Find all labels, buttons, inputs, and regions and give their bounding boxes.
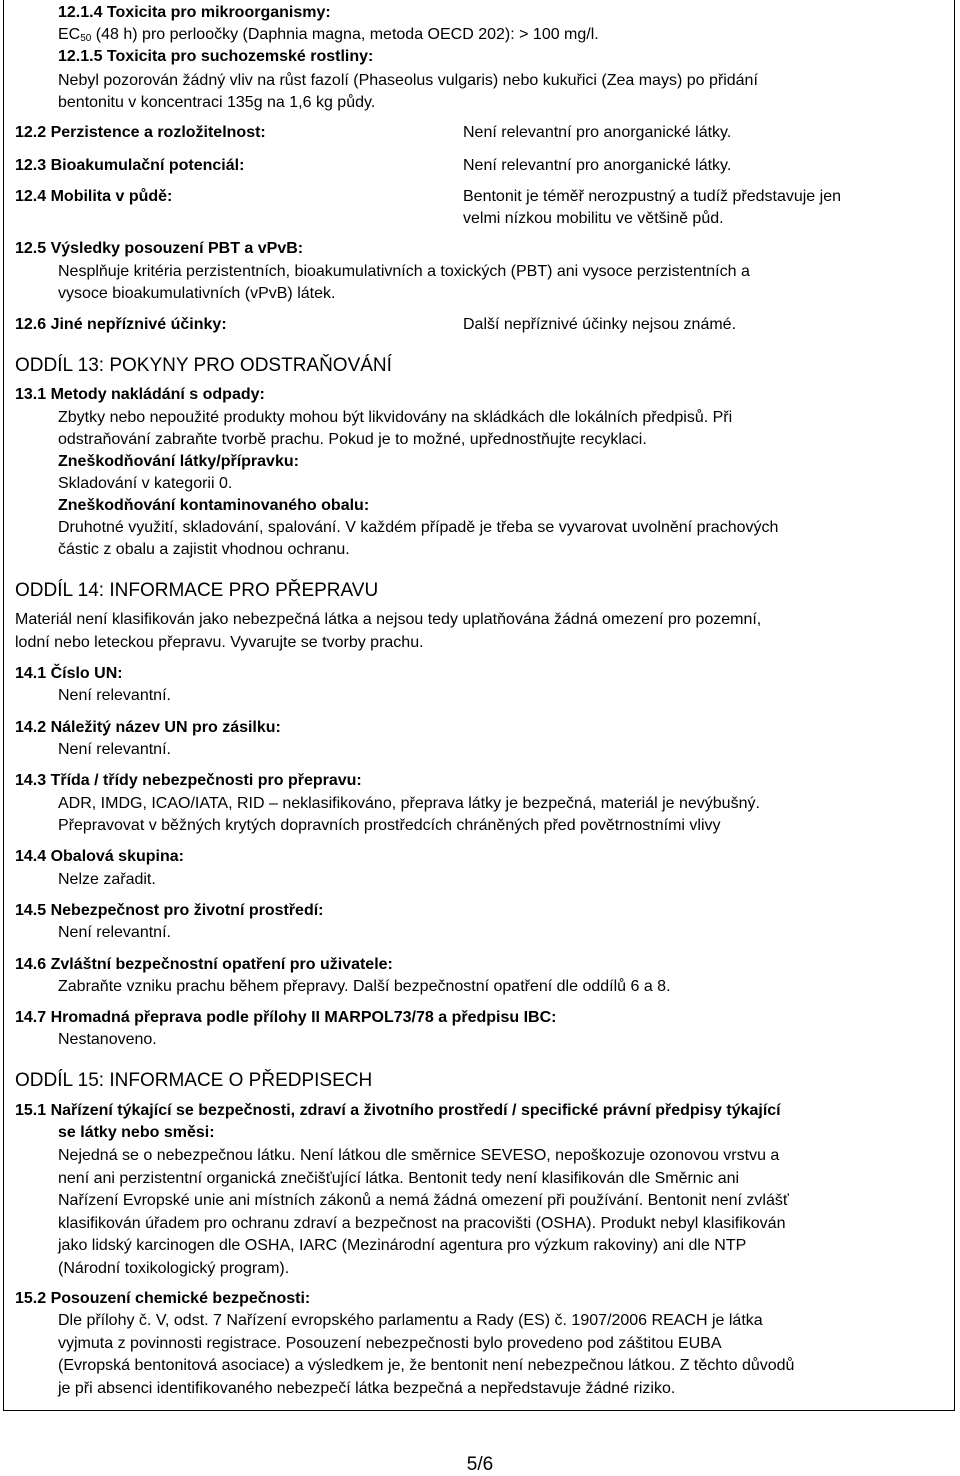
- bioaccumulation-value: Není relevantní pro anorganické látky.: [463, 157, 732, 174]
- regulation-line: Nařízení Evropské unie ani místních zákonů a nemá žádná omezení při používání. Bentonit není zvlášť: [58, 1192, 789, 1209]
- precaution-value: Zabraňte vzniku prachu během přepravy. Další bezpečnostní opatření dle oddílů 6 a 8.: [58, 978, 671, 995]
- packaging-disposal-line: částic z obalu a zajistit vhodnou ochranu.: [58, 541, 350, 558]
- un-number-value: Není relevantní.: [58, 687, 171, 704]
- regulation-line: Nejedná se o nebezpečnou látku. Není látkou dle směrnice SEVESO, nepoškozuje ozonovou vrstvu a: [58, 1147, 780, 1164]
- chemical-safety-line: je při absenci identifikovaného nebezpečí látka bezpečná a nepředstavuje žádné riziko.: [58, 1380, 676, 1397]
- transport-intro: lodní nebo leteckou přepravu. Vyvarujte se tvorby prachu.: [15, 634, 424, 651]
- pbt-line: vysoce bioakumulativních (vPvB) látek.: [58, 285, 336, 302]
- waste-methods-line: odstraňování zabraňte tvorbě prachu. Pokud je to možné, upřednostňujte recyklaci.: [58, 431, 647, 448]
- chemical-safety-line: Dle přílohy č. V, odst. 7 Nařízení evropského parlamentu a Rady (ES) č. 1907/2006 REACH je látka: [58, 1312, 763, 1329]
- packaging-disposal-title: Zneškodňování kontaminovaného obalu:: [58, 497, 370, 514]
- packing-group-value: Nelze zařadit.: [58, 871, 156, 888]
- waste-methods-line: Zbytky nebo nepoužité produkty mohou být likvidovány na skládkách dle lokálních předpisů. Při: [58, 409, 733, 426]
- persistence-value: Není relevantní pro anorganické látky.: [463, 124, 732, 141]
- chemical-safety-line: vyjmuta z povinnosti registrace. Posouzení nebezpečnosti bylo provedeno pod záštitou EUBA: [58, 1335, 722, 1352]
- bioaccumulation-label: 12.3 Bioakumulační potenciál:: [15, 157, 245, 174]
- regulation-title: se látky nebo směsi:: [58, 1124, 215, 1141]
- regulation-line: jako lidský karcinogen dle OSHA, IARC (Mezinárodní agentura pro výzkum rakoviny) ani dle NTP: [58, 1237, 747, 1254]
- chemical-safety-line: (Evropská bentonitová asociace) a výsledkem je, že bentonit není nebezpečnou látkou. Z těchto důvodů: [58, 1357, 795, 1374]
- mobility-value: Bentonit je téměř nerozpustný a tudíž představuje jen: [463, 188, 841, 205]
- packaging-disposal-line: Druhotné využití, skladování, spalování. V každém případě je třeba se vyvarovat uvolnění prachových: [58, 519, 779, 536]
- pbt-title: 12.5 Výsledky posouzení PBT a vPvB:: [15, 240, 304, 257]
- tox-plants-title: 12.1.5 Toxicita pro suchozemské rostliny:: [58, 48, 374, 65]
- packing-group-title: 14.4 Obalová skupina:: [15, 848, 184, 865]
- regulation-title: 15.1 Nařízení týkající se bezpečnosti, zdraví a životního prostředí / specifické právní předpisy týkající: [15, 1102, 781, 1119]
- hazard-class-line: ADR, IMDG, ICAO/IATA, RID – neklasifikováno, přeprava látky je bezpečná, materiál je nevýbušný.: [58, 795, 760, 812]
- regulation-line: klasifikován úřadem pro ochranu zdraví a bezpečnost na pracovišti (OSHA). Produkt nebyl klasifikován: [58, 1215, 786, 1232]
- marpol-title: 14.7 Hromadná přeprava podle přílohy II MARPOL73/78 a předpisu IBC:: [15, 1009, 557, 1026]
- un-name-value: Není relevantní.: [58, 741, 171, 758]
- hazard-class-title: 14.3 Třída / třídy nebezpečnosti pro přepravu:: [15, 772, 362, 789]
- pbt-line: Nesplňuje kritéria perzistentních, bioakumulativních a toxických (PBT) ani vysoce perzistentních a: [58, 263, 750, 280]
- un-name-title: 14.2 Náležitý název UN pro zásilku:: [15, 719, 281, 736]
- section-15-heading: ODDÍL 15: INFORMACE O PŘEDPISECH: [15, 1070, 373, 1091]
- tox-micro-text: $EC_{50}$ (48 h) pro perloočky (Daphnia magna, metoda OECD 202): > 100 mg/l.: [58, 26, 599, 44]
- section-14-heading: ODDÍL 14: INFORMACE PRO PŘEPRAVU: [15, 580, 379, 601]
- regulation-line: není ani perzistentní organická znečišťující látka. Bentonit tedy není klasifikován dle Směrnic ani: [58, 1170, 740, 1187]
- transport-intro: Materiál není klasifikován jako nebezpečná látka a nejsou tedy uplatňována žádná omezení pro pozemní,: [15, 611, 762, 628]
- other-effects-label: 12.6 Jiné nepříznivé účinky:: [15, 316, 227, 333]
- other-effects-value: Další nepříznivé účinky nejsou známé.: [463, 316, 737, 333]
- env-hazard-title: 14.5 Nebezpečnost pro životní prostředí:: [15, 902, 324, 919]
- mobility-value: velmi nízkou mobilitu ve většině půd.: [463, 210, 724, 227]
- tox-plants-line: Nebyl pozorován žádný vliv na růst fazolí (Phaseolus vulgaris) nebo kukuřici (Zea mays) po přidání: [58, 72, 758, 89]
- substance-disposal-title: Zneškodňování látky/přípravku:: [58, 453, 299, 470]
- tox-micro-title: 12.1.4 Toxicita pro mikroorganismy:: [58, 4, 331, 21]
- un-number-title: 14.1 Číslo UN:: [15, 665, 123, 682]
- regulation-line: (Národní toxikologický program).: [58, 1260, 290, 1277]
- precaution-title: 14.6 Zvláštní bezpečnostní opatření pro uživatele:: [15, 956, 393, 973]
- marpol-value: Nestanoveno.: [58, 1031, 157, 1048]
- tox-plants-line: bentonitu v koncentraci 135g na 1,6 kg půdy.: [58, 94, 376, 111]
- chemical-safety-title: 15.2 Posouzení chemické bezpečnosti:: [15, 1290, 311, 1307]
- persistence-label: 12.2 Perzistence a rozložitelnost:: [15, 124, 266, 141]
- waste-methods-title: 13.1 Metody nakládání s odpady:: [15, 386, 265, 403]
- substance-disposal-value: Skladování v kategorii 0.: [58, 475, 233, 492]
- mobility-label: 12.4 Mobilita v půdě:: [15, 188, 173, 205]
- hazard-class-line: Přepravovat v běžných krytých dopravních prostředcích chráněných před povětrnostními vlivy: [58, 817, 721, 834]
- env-hazard-value: Není relevantní.: [58, 924, 171, 941]
- section-13-heading: ODDÍL 13: POKYNY PRO ODSTRAŇOVÁNÍ: [15, 355, 392, 376]
- page-number: 5/6: [466, 1454, 494, 1475]
